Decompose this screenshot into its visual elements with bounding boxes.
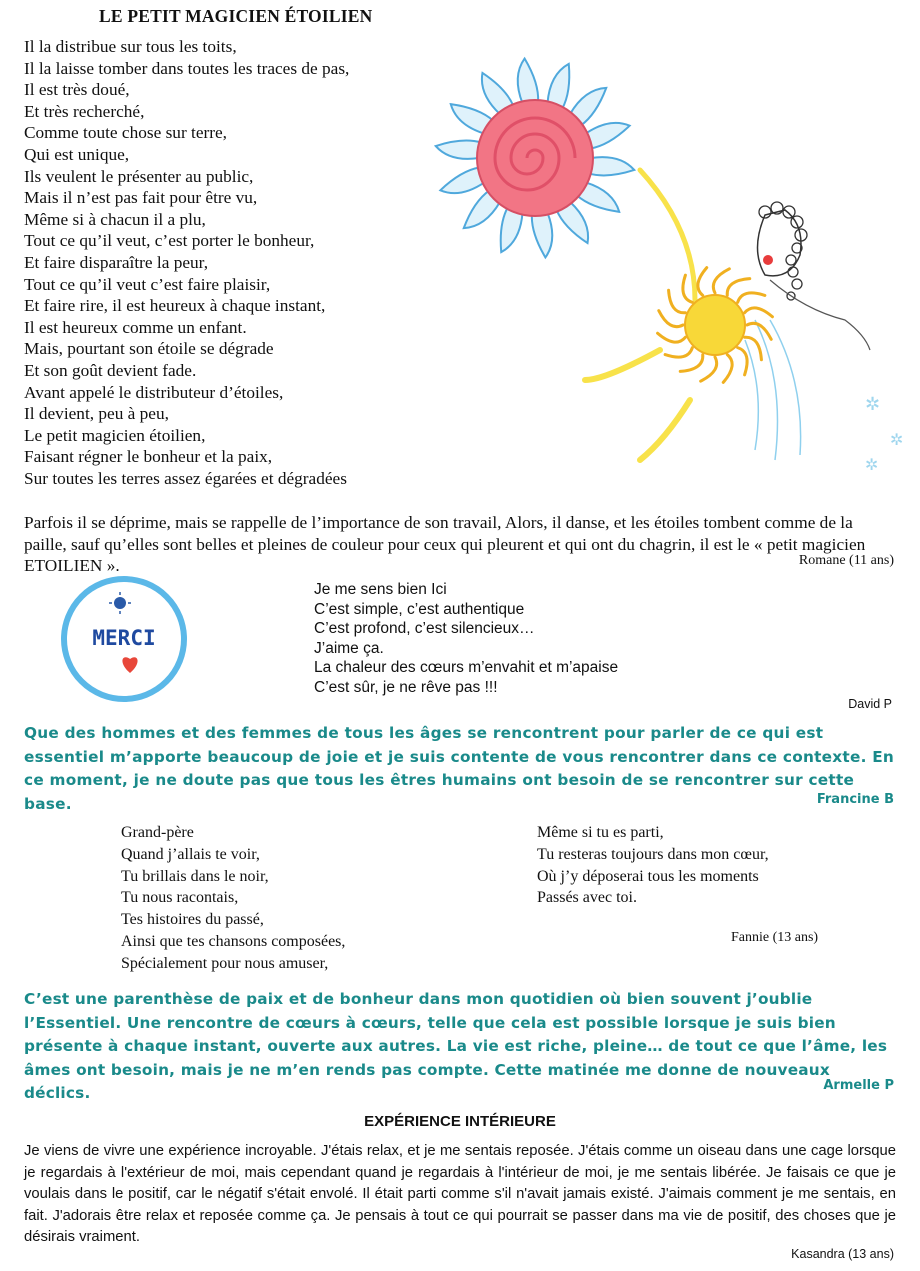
poem-romane-ending: Parfois il se déprime, mais se rappelle de l’importance de son travail, Alors, il danse, et les étoiles tombent comme de la paille, sauf qu’elles sont belles et pleines de couleur pour ceux qui pleurent et qui ont du chagrin, il est le « petit magicien ETOILIEN ». [24, 513, 866, 576]
svg-text:✲: ✲ [890, 430, 904, 449]
poem-line: C’est profond, c’est silencieux… [314, 620, 535, 638]
poem-line: Même si à chacun il a plu, [24, 209, 206, 229]
poem-line: Il est heureux comme un enfant. [24, 317, 247, 337]
poem-line: Sur toutes les terres assez égarées et dégradées [24, 468, 347, 488]
svg-text:✲: ✲ [865, 455, 879, 474]
poem-line: Il est très doué, [24, 80, 130, 100]
sun-ray [436, 141, 481, 159]
signature-kasandra: Kasandra (13 ans) [791, 1247, 894, 1261]
poem-line: Même si tu es parti, [537, 824, 664, 841]
poem-line: La chaleur des cœurs m’envahit et m’apaise [314, 659, 619, 677]
sun-ray [658, 333, 686, 342]
experience-title: EXPÉRIENCE INTÉRIEURE [364, 1113, 556, 1130]
signature-romane: Romane (11 ans) [798, 553, 894, 568]
poem-line: C’est sûr, je ne rêve pas !!! [314, 678, 498, 696]
poem-line: Grand-père [121, 824, 194, 841]
poem-line: Passés avec toi. [537, 889, 637, 907]
sun-ray [683, 275, 692, 302]
poem-line: Tes histoires du passé, [121, 911, 264, 929]
poem-line: C’est simple, c’est authentique [314, 600, 525, 618]
poem-title: LE PETIT MAGICIEN ÉTOILIEN [99, 6, 373, 26]
poem-line: Tu brillais dans le noir, [121, 867, 269, 885]
yellow-sun-icon [658, 268, 773, 383]
poem-line: Le petit magicien étoilien, [24, 425, 206, 445]
svg-text:✲: ✲ [865, 394, 881, 415]
poem-grandpere-right [537, 822, 769, 909]
poem-line: Tu resteras toujours dans mon cœur, [537, 845, 769, 863]
sun-ray [665, 348, 692, 357]
sun-ray [518, 59, 538, 104]
sun-ray [738, 348, 747, 375]
poem-line: Et faire rire, il est heureux à chaque instant, [24, 296, 326, 316]
sun-ray [589, 157, 634, 175]
snowflake-icon [865, 394, 903, 474]
poem-line: Mais, pourtant son étoile se dégrade [24, 339, 274, 359]
poem-grandpere-left [121, 822, 345, 975]
merci-text: MERCI [92, 626, 156, 650]
sun-ray [698, 268, 707, 296]
poem-line: Il la laisse tomber dans toutes les traces de pas, [24, 58, 350, 78]
signature-armelle: Armelle P [823, 1078, 894, 1093]
sun-fairy-drawing [425, 50, 915, 480]
poem-line: Spécialement pour nous amuser, [121, 954, 329, 972]
poem-line: Et très recherché, [24, 101, 145, 121]
poem-line: Et son goût devient fade. [24, 360, 197, 380]
testimony-armelle: C’est une parenthèse de paix et de bonheur dans mon quotidien où bien souvent j’oublie l’Essentiel. Une rencontre de cœurs à cœurs, telle que cela est possible lorsque je suis bien présente à chaque instant, ouverte aux autres. La vie est riche, pleine… de tout ce que l’âme, les âmes ont besoin, mais je ne m’en rends pas compte. Cette matinée me donne de nouveaux déclics. [24, 990, 888, 1102]
poem-line: Avant appelé le distributeur d’étoiles, [24, 382, 284, 402]
poem-line: Il la distribue sur tous les toits, [24, 37, 237, 56]
poem-line: Tout ce qu’il veut, c’est porter le bonheur, [24, 231, 315, 251]
poem-romane [24, 36, 349, 489]
poem-david [314, 580, 618, 698]
poem-line: Et faire disparaître la peur, [24, 252, 209, 272]
sun-ray [723, 355, 732, 383]
sun-ray [738, 293, 765, 302]
poem-line: Mais il n’est pas fait pour être vu, [24, 188, 258, 208]
poem-line: Il devient, peu à peu, [24, 404, 169, 424]
poem-line: Faisant régner le bonheur et la paix, [24, 447, 273, 467]
merci-drawing [58, 573, 190, 705]
poem-line: J’aime ça. [314, 639, 384, 657]
poem-line: Je me sens bien Ici [314, 581, 447, 598]
signature-fannie: Fannie (13 ans) [731, 930, 819, 945]
poem-line: Ainsi que tes chansons composées, [121, 932, 346, 950]
signature-francine: Francine B [816, 792, 894, 807]
sun-ray [532, 213, 552, 258]
poem-line: Qui est unique, [24, 144, 130, 164]
poem-line: Comme toute chose sur terre, [24, 123, 227, 143]
testimony-francine: Que des hommes et des femmes de tous les âges se rencontrent pour parler de ce qui est essentiel m’apporte beaucoup de joie et je suis contente de vous rencontrer dans ce contexte. En ce moment, je ne doute pas que tous les êtres humains ont besoin de se rencontrer sur cette base. [24, 724, 895, 813]
sun-ray [745, 308, 773, 317]
signature-david: David P [848, 697, 892, 711]
yellow-streak-icon [585, 170, 695, 460]
pink-sun-icon [436, 59, 635, 258]
poem-line: Quand j’allais te voir, [121, 845, 260, 863]
experience-text: Je viens de vivre une expérience incroyable. J'étais relax, et je me sentais reposée. J'étais comme un oiseau dans une cage lorsque je regardais à l'extérieur de moi, mais cependant quand je regardais à l'intérieur de moi, je me sentais libérée. Je faisais ce que je voulais dans le positif, car le négatif s'était envolé. Il était parti comme s'il n'avait jamais existé. J'aimais comment je me sentais, en fait. J'adorais être relax et reposée comme ça. Je pensais à tout ce qui pourrait se passer dans ma vie de positif, des choses que je désirais vraiment. [24, 1143, 896, 1245]
poem-line: Ils veulent le présenter au public, [24, 166, 254, 186]
fairy-icon [745, 202, 870, 460]
poem-line: Où j’y déposerai tous les moments [537, 867, 759, 885]
poem-line: Tout ce qu’il veut c’est faire plaisir, [24, 274, 271, 294]
poem-line: Tu nous racontais, [121, 889, 239, 907]
